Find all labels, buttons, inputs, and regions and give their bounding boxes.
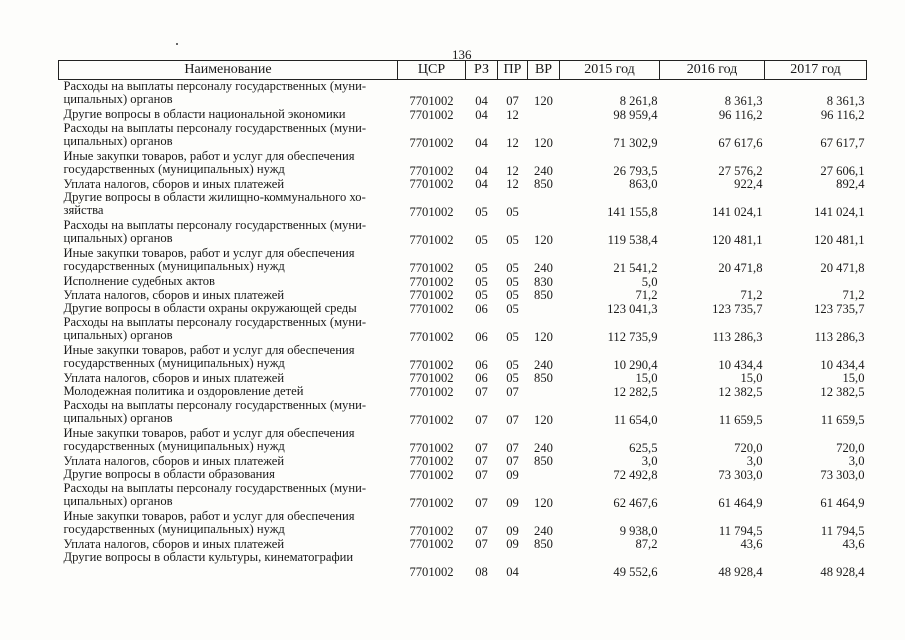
row-value-2017: 20 471,8 <box>820 261 865 275</box>
header-2015: 2015 год <box>560 61 660 80</box>
row-rz: 06 <box>475 371 488 385</box>
row-value-2015: 10 290,4 <box>613 357 658 372</box>
table-row <box>59 385 867 399</box>
row-vr <box>528 191 560 219</box>
row-vr: 240 <box>534 440 553 455</box>
row-value-2017: 120 481,1 <box>814 233 865 247</box>
row-vr: 240 <box>534 163 553 178</box>
row-pr: 05 <box>506 329 519 344</box>
row-vr <box>528 302 560 316</box>
row-value-2017: 96 116,2 <box>820 107 865 122</box>
row-rz: 07 <box>475 440 488 455</box>
row-pr: 12 <box>506 135 519 150</box>
row-value-2017: 123 735,7 <box>814 301 865 316</box>
row-value-2017: 720,0 <box>836 440 865 455</box>
row-rz: 05 <box>475 205 488 219</box>
row-csr: 7701002 <box>409 357 454 372</box>
table-row <box>59 468 867 482</box>
header-name: Наименование <box>59 61 398 80</box>
row-value-2017: 8 361,3 <box>826 94 865 108</box>
row-value-2015: 863,0 <box>629 177 658 191</box>
row-name: Уплата налогов, сборов и иных платежей <box>63 287 285 302</box>
row-rz: 07 <box>475 412 488 427</box>
row-name: Уплата налогов, сборов и иных платежей <box>63 536 285 551</box>
row-value-2017: 10 434,4 <box>820 357 865 372</box>
row-vr: 850 <box>534 371 553 385</box>
row-vr <box>528 108 560 122</box>
row-csr: 7701002 <box>409 205 454 219</box>
row-csr: 7701002 <box>409 523 454 538</box>
table-row <box>59 510 867 538</box>
row-name: Другие вопросы в области жилищно-коммунального хо-зяйства <box>63 190 366 217</box>
table-row <box>59 427 867 455</box>
row-vr: 120 <box>534 329 553 344</box>
row-value-2015: 141 155,8 <box>607 205 658 219</box>
row-value-2015: 21 541,2 <box>613 261 658 275</box>
header-2017: 2017 год <box>765 61 867 80</box>
row-value-2017: 12 382,5 <box>820 384 865 399</box>
table-row <box>59 275 867 289</box>
table-row <box>59 219 867 247</box>
row-pr: 07 <box>506 440 519 455</box>
row-value-2015: 112 735,9 <box>607 329 658 344</box>
table-row <box>59 316 867 344</box>
row-csr: 7701002 <box>409 94 454 108</box>
table-row <box>59 399 867 427</box>
row-value-2015: 15,0 <box>635 371 658 385</box>
row-name: Иные закупки товаров, работ и услуг для обеспечения государственных (муниципальных) нужд <box>63 148 355 176</box>
row-rz: 06 <box>475 329 488 344</box>
row-value-2016: 120 481,1 <box>712 233 763 247</box>
row-pr: 09 <box>506 523 519 538</box>
row-value-2017: 48 928,4 <box>820 565 865 579</box>
table-body <box>59 80 867 580</box>
row-value-2016: 20 471,8 <box>718 261 763 275</box>
row-name: Иные закупки товаров, работ и услуг для обеспечения государственных (муниципальных) нужд <box>63 508 355 536</box>
row-value-2016: 11 794,5 <box>718 523 763 538</box>
row-value-2017: 892,4 <box>836 177 865 191</box>
row-vr: 830 <box>534 274 553 289</box>
row-value-2016: 27 576,2 <box>718 163 763 178</box>
row-csr: 7701002 <box>409 135 454 150</box>
row-pr: 12 <box>506 107 519 122</box>
table-row <box>59 482 867 510</box>
row-csr: 7701002 <box>409 440 454 455</box>
row-pr: 07 <box>506 454 519 468</box>
row-value-2015: 26 793,5 <box>613 163 658 178</box>
row-csr: 7701002 <box>409 329 454 344</box>
table-row <box>59 372 867 386</box>
row-csr: 7701002 <box>409 371 454 385</box>
table-row <box>59 122 867 150</box>
row-value-2017: 113 286,3 <box>814 329 865 344</box>
row-pr: 05 <box>506 274 519 289</box>
row-vr: 850 <box>534 288 553 302</box>
row-name: Уплата налогов, сборов и иных платежей <box>63 176 285 191</box>
table-row <box>59 551 867 579</box>
row-rz: 05 <box>475 233 488 247</box>
header-vr: ВР <box>528 61 560 80</box>
row-value-2017 <box>765 275 867 289</box>
row-rz: 05 <box>475 261 488 275</box>
row-name: Другие вопросы в области образования <box>63 467 275 481</box>
row-value-2017: 15,0 <box>842 371 865 385</box>
row-value-2015: 3,0 <box>641 454 658 468</box>
row-rz: 04 <box>475 135 488 150</box>
table-row <box>59 538 867 552</box>
row-value-2017: 141 024,1 <box>814 205 865 219</box>
row-name: Расходы на выплаты персоналу государственных (муни-ципальных) органов <box>63 120 367 148</box>
row-vr: 120 <box>534 94 553 108</box>
header-csr: ЦСР <box>398 61 466 80</box>
row-value-2015: 71 302,9 <box>613 135 658 150</box>
row-csr: 7701002 <box>409 288 454 302</box>
row-value-2016: 12 382,5 <box>718 384 763 399</box>
row-value-2015: 87,2 <box>635 537 658 551</box>
row-value-2017: 67 617,7 <box>820 135 865 150</box>
row-value-2016 <box>660 275 765 289</box>
row-value-2017: 11 659,5 <box>820 412 865 427</box>
row-value-2015: 72 492,8 <box>613 467 658 482</box>
row-value-2015: 8 261,8 <box>619 94 658 108</box>
page-number: 136 <box>452 47 472 62</box>
row-vr: 120 <box>534 412 553 427</box>
row-pr: 07 <box>506 94 519 108</box>
row-vr: 120 <box>534 135 553 150</box>
scan-speck <box>176 43 178 45</box>
row-pr: 12 <box>506 177 519 191</box>
row-name: Другие вопросы в области культуры, кинематографии <box>63 550 354 564</box>
row-value-2017: 43,6 <box>842 537 865 551</box>
row-value-2016: 48 928,4 <box>718 565 763 579</box>
row-value-2015: 12 282,5 <box>613 384 658 399</box>
row-rz: 06 <box>475 301 488 316</box>
row-value-2016: 61 464,9 <box>718 495 763 510</box>
row-vr <box>528 385 560 399</box>
row-csr: 7701002 <box>409 177 454 191</box>
row-rz: 04 <box>475 94 488 108</box>
row-csr: 7701002 <box>409 384 454 399</box>
row-vr: 120 <box>534 233 553 247</box>
row-csr: 7701002 <box>409 537 454 551</box>
row-vr: 240 <box>534 261 553 275</box>
row-pr: 05 <box>506 371 519 385</box>
row-value-2016: 113 286,3 <box>712 329 763 344</box>
row-value-2015: 119 538,4 <box>607 233 658 247</box>
row-pr: 09 <box>506 495 519 510</box>
row-pr: 04 <box>506 565 519 579</box>
row-value-2016: 43,6 <box>740 537 763 551</box>
row-pr: 05 <box>506 233 519 247</box>
table-row <box>59 150 867 178</box>
row-csr: 7701002 <box>409 495 454 510</box>
row-vr: 850 <box>534 454 553 468</box>
table-row <box>59 191 867 219</box>
row-csr: 7701002 <box>409 454 454 468</box>
row-value-2017: 71,2 <box>842 288 865 302</box>
row-value-2015: 9 938,0 <box>619 523 658 538</box>
row-name: Исполнение судебных актов <box>63 274 215 288</box>
row-name: Молодежная политика и оздоровление детей <box>63 384 304 398</box>
row-value-2016: 8 361,3 <box>724 94 763 108</box>
row-value-2015: 625,5 <box>629 440 658 455</box>
row-csr: 7701002 <box>409 412 454 427</box>
row-name: Иные закупки товаров, работ и услуг для обеспечения государственных (муниципальных) нужд <box>63 342 355 370</box>
row-value-2017: 27 606,1 <box>820 163 865 178</box>
table-header-row <box>59 61 867 80</box>
row-vr: 850 <box>534 177 553 191</box>
row-vr: 240 <box>534 523 553 538</box>
row-rz: 06 <box>475 357 488 372</box>
row-rz: 07 <box>475 384 488 399</box>
row-name: Расходы на выплаты персоналу государственных (муни-ципальных) органов <box>63 79 367 106</box>
row-value-2016: 141 024,1 <box>712 205 763 219</box>
row-name: Уплата налогов, сборов и иных платежей <box>63 453 285 468</box>
row-rz: 04 <box>475 107 488 122</box>
row-value-2015: 98 959,4 <box>613 107 658 122</box>
row-vr <box>528 468 560 482</box>
row-vr: 120 <box>534 495 553 510</box>
row-csr: 7701002 <box>409 163 454 178</box>
row-value-2016: 123 735,7 <box>712 301 763 316</box>
row-pr: 07 <box>506 384 519 399</box>
row-pr: 09 <box>506 467 519 482</box>
row-value-2016: 11 659,5 <box>718 412 763 427</box>
table-row <box>59 289 867 303</box>
row-value-2016: 71,2 <box>740 288 763 302</box>
table-row <box>59 178 867 192</box>
row-value-2017: 11 794,5 <box>820 523 865 538</box>
row-rz: 07 <box>475 454 488 468</box>
row-csr: 7701002 <box>409 233 454 247</box>
row-value-2016: 67 617,6 <box>718 135 763 150</box>
row-value-2015: 62 467,6 <box>613 495 658 510</box>
row-csr: 7701002 <box>409 107 454 122</box>
row-name: Расходы на выплаты персоналу государственных (муни-ципальных) органов <box>63 480 367 508</box>
table-row <box>59 108 867 122</box>
budget-table <box>58 60 867 579</box>
row-value-2017: 3,0 <box>848 454 865 468</box>
row-value-2015: 71,2 <box>635 288 658 302</box>
row-value-2017: 73 303,0 <box>820 467 865 482</box>
row-name: Расходы на выплаты персоналу государственных (муни-ципальных) органов <box>63 314 367 342</box>
row-rz: 07 <box>475 467 488 482</box>
header-rz: РЗ <box>466 61 498 80</box>
row-pr: 09 <box>506 537 519 551</box>
row-name: Расходы на выплаты персоналу государственных (муни-ципальных) органов <box>63 397 367 425</box>
row-name: Расходы на выплаты персоналу государственных (муни-ципальных) органов <box>63 218 367 245</box>
row-value-2016: 3,0 <box>746 454 763 468</box>
row-pr: 05 <box>506 357 519 372</box>
row-rz: 04 <box>475 177 488 191</box>
row-rz: 07 <box>475 495 488 510</box>
row-pr: 12 <box>506 163 519 178</box>
table-row <box>59 344 867 372</box>
row-rz: 07 <box>475 537 488 551</box>
row-csr: 7701002 <box>409 301 454 316</box>
row-pr: 05 <box>506 301 519 316</box>
row-value-2016: 73 303,0 <box>718 467 763 482</box>
row-name: Уплата налогов, сборов и иных платежей <box>63 370 285 385</box>
row-rz: 08 <box>475 565 488 579</box>
row-value-2016: 720,0 <box>734 440 763 455</box>
row-rz: 07 <box>475 523 488 538</box>
row-value-2015: 11 654,0 <box>613 412 658 427</box>
row-value-2015: 5,0 <box>641 274 658 289</box>
header-pr: ПР <box>498 61 528 80</box>
row-pr: 07 <box>506 412 519 427</box>
header-2016: 2016 год <box>660 61 765 80</box>
row-csr: 7701002 <box>409 565 454 579</box>
row-pr: 05 <box>506 288 519 302</box>
row-value-2015: 49 552,6 <box>613 565 658 579</box>
row-value-2015: 123 041,3 <box>607 301 658 316</box>
row-pr: 05 <box>506 205 519 219</box>
row-name: Иные закупки товаров, работ и услуг для обеспечения государственных (муниципальных) нужд <box>63 246 355 273</box>
table-row <box>59 302 867 316</box>
row-value-2016: 922,4 <box>734 177 763 191</box>
row-value-2016: 96 116,2 <box>718 107 763 122</box>
row-vr <box>528 551 560 579</box>
row-value-2016: 10 434,4 <box>718 357 763 372</box>
row-pr: 05 <box>506 261 519 275</box>
row-csr: 7701002 <box>409 261 454 275</box>
row-value-2016: 15,0 <box>740 371 763 385</box>
row-name: Иные закупки товаров, работ и услуг для обеспечения государственных (муниципальных) нужд <box>63 425 355 453</box>
row-value-2017: 61 464,9 <box>820 495 865 510</box>
row-vr: 240 <box>534 357 553 372</box>
row-rz: 05 <box>475 274 488 289</box>
row-name: Другие вопросы в области национальной экономики <box>63 107 346 121</box>
table-row <box>59 247 867 275</box>
row-csr: 7701002 <box>409 467 454 482</box>
row-rz: 05 <box>475 288 488 302</box>
row-csr: 7701002 <box>409 274 454 289</box>
row-name: Другие вопросы в области охраны окружающей среды <box>63 301 357 315</box>
row-vr: 850 <box>534 537 553 551</box>
row-rz: 04 <box>475 163 488 178</box>
table-row <box>59 80 867 109</box>
table-row <box>59 455 867 469</box>
